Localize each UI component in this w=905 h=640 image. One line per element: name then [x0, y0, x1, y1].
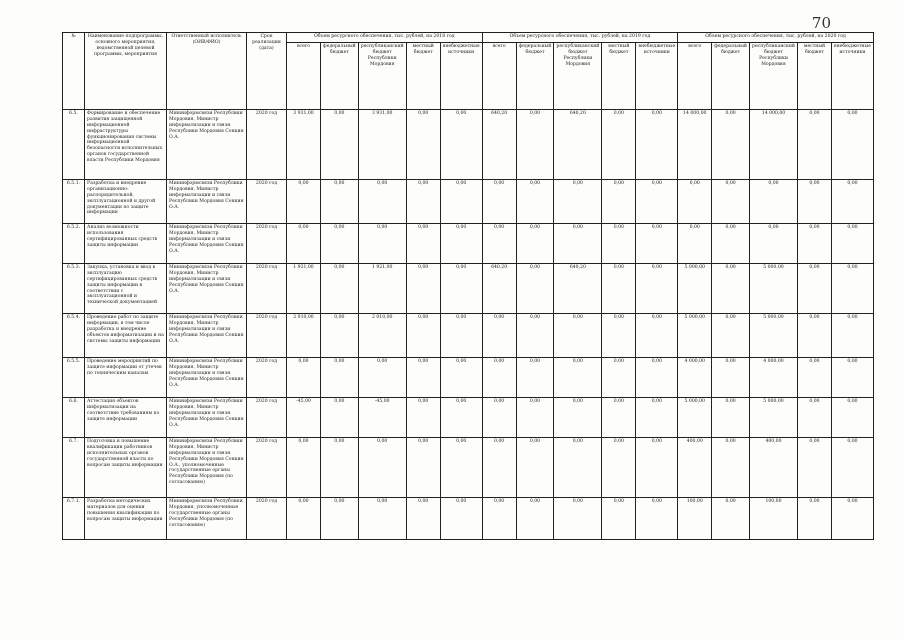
row-term: 2020 год — [247, 314, 287, 358]
value-cell-2019-2: 0,00 — [554, 224, 602, 264]
value-cell-2018-2: 0,00 — [358, 358, 406, 398]
header-sub-other-2019: внебюджетные источники — [636, 43, 678, 110]
row-number: 6.5.4. — [63, 314, 85, 358]
value-cell-2020-3: 0,00 — [797, 224, 831, 264]
row-number: 6.7. — [63, 438, 85, 498]
header-sub-regional-2018: республиканский бюджет Республики Мордовия — [358, 43, 406, 110]
value-cell-2020-3: 0,00 — [797, 180, 831, 224]
value-cell-2018-4: 0,00 — [440, 498, 482, 540]
value-cell-2019-0: 0,00 — [482, 438, 516, 498]
value-cell-2019-3: 0,00 — [602, 110, 636, 180]
value-cell-2020-0: 4 000,00 — [678, 358, 712, 398]
value-cell-2020-0: 0,00 — [678, 224, 712, 264]
value-cell-2018-0: 0,00 — [287, 180, 321, 224]
value-cell-2020-2: 5 000,00 — [750, 314, 798, 358]
row-number: 6.5.3. — [63, 264, 85, 314]
value-cell-2020-4: 0,00 — [831, 438, 873, 498]
header-sub-total-2020: всего — [678, 43, 712, 110]
value-cell-2018-3: 0,00 — [406, 314, 440, 358]
row-term: 2020 год — [247, 110, 287, 180]
value-cell-2019-2: 0,00 — [554, 314, 602, 358]
value-cell-2019-3: 0,00 — [602, 180, 636, 224]
header-sub-federal-2019: федеральный бюджет — [516, 43, 554, 110]
row-responsible: Мининформсвязи Республики Мордовия, Министр информатизации и связи Республики Мордовия Сонкин О.А. — [167, 314, 247, 358]
value-cell-2018-4: 0,00 — [440, 398, 482, 438]
value-cell-2019-3: 0,00 — [602, 314, 636, 358]
value-cell-2019-0: 0,00 — [482, 224, 516, 264]
value-cell-2018-1: 0,00 — [321, 180, 359, 224]
row-responsible: Мининформсвязи Республики Мордовия, Министр информатизации и связи Республики Мордовия Сонкин О.А. — [167, 358, 247, 398]
row-number: 6.6. — [63, 398, 85, 438]
value-cell-2018-2: -45,00 — [358, 398, 406, 438]
value-cell-2020-2: 14 000,00 — [750, 110, 798, 180]
value-cell-2019-4: 0,00 — [636, 264, 678, 314]
header-sub-regional-2019: республиканский бюджет Республики Мордовия — [554, 43, 602, 110]
value-cell-2020-1: 0,00 — [712, 398, 750, 438]
header-group-2020: Объем ресурсного обеспечения, тыс. рублей, на 2020 год — [678, 33, 874, 43]
header-group-2019: Объем ресурсного обеспечения, тыс. рублей, на 2019 год — [482, 33, 678, 43]
value-cell-2019-1: 0,00 — [516, 314, 554, 358]
value-cell-2020-0: 5 000,00 — [678, 314, 712, 358]
value-cell-2020-3: 0,00 — [797, 438, 831, 498]
row-name: Аттестация объектов информатизации на соответствие требованиям по защите информации — [85, 398, 167, 438]
value-cell-2020-4: 0,00 — [831, 498, 873, 540]
header-sub-other-2020: внебюджетные источники — [831, 43, 873, 110]
header-sub-total-2018: всего — [287, 43, 321, 110]
header-sub-local-2020: местный бюджет — [797, 43, 831, 110]
value-cell-2019-0: 0,00 — [482, 180, 516, 224]
value-cell-2020-0: 5 000,00 — [678, 398, 712, 438]
value-cell-2020-4: 0,00 — [831, 264, 873, 314]
value-cell-2018-0: -45,00 — [287, 398, 321, 438]
value-cell-2020-3: 0,00 — [797, 358, 831, 398]
value-cell-2018-1: 0,00 — [321, 264, 359, 314]
value-cell-2019-4: 0,00 — [636, 438, 678, 498]
value-cell-2020-1: 0,00 — [712, 358, 750, 398]
value-cell-2019-0: 0,00 — [482, 398, 516, 438]
table-row — [63, 264, 874, 314]
header-group-2018: Объем ресурсного обеспечения, тыс. рублей, на 2018 год — [287, 33, 483, 43]
header-sub-local-2019: местный бюджет — [602, 43, 636, 110]
value-cell-2018-3: 0,00 — [406, 180, 440, 224]
row-name: Подготовка и повышение квалификации работников исполнительных органов государственной власти по вопросам защиты информации — [85, 438, 167, 498]
value-cell-2020-1: 0,00 — [712, 498, 750, 540]
header-sub-total-2019: всего — [482, 43, 516, 110]
value-cell-2020-1: 0,00 — [712, 180, 750, 224]
header-name: Наименование подпрограммы, основного мероприятия, ведомственной целевой программы, мероприятия — [85, 33, 167, 110]
value-cell-2019-1: 0,00 — [516, 224, 554, 264]
value-cell-2019-4: 0,00 — [636, 180, 678, 224]
row-name: Разработка методических материалов для оценки повышения квалификации по вопросам защиты информации — [85, 498, 167, 540]
value-cell-2019-4: 0,00 — [636, 314, 678, 358]
value-cell-2020-1: 0,00 — [712, 314, 750, 358]
value-cell-2018-0: 3 931,00 — [287, 110, 321, 180]
value-cell-2019-1: 0,00 — [516, 110, 554, 180]
value-cell-2020-0: 14 000,00 — [678, 110, 712, 180]
table-row — [63, 438, 874, 498]
table-row — [63, 110, 874, 180]
row-responsible: Мининформсвязи Республики Мордовия, Министр информатизации и связи Республики Мордовия Сонкин О.А. — [167, 224, 247, 264]
value-cell-2019-1: 0,00 — [516, 498, 554, 540]
value-cell-2018-3: 0,00 — [406, 224, 440, 264]
row-responsible: Мининформсвязи Республики Мордовия, Министр информатизации и связи Республики Мордовия Сонкин О.А. — [167, 398, 247, 438]
value-cell-2018-3: 0,00 — [406, 498, 440, 540]
value-cell-2018-1: 0,00 — [321, 314, 359, 358]
table-row — [63, 180, 874, 224]
row-name: Разработка и внедрение организационно-распорядительной, эксплуатационной и другой документации по защите информации — [85, 180, 167, 224]
value-cell-2019-2: 0,00 — [554, 498, 602, 540]
value-cell-2018-1: 0,00 — [321, 358, 359, 398]
row-number: 6.5.5. — [63, 358, 85, 398]
row-responsible: Мининформсвязи Республики Мордовия, Министр информатизации и связи Республики Мордовия Сонкин О.А. — [167, 180, 247, 224]
header-sub-local-2018: местный бюджет — [406, 43, 440, 110]
value-cell-2019-3: 0,00 — [602, 438, 636, 498]
row-number: 6.5.2. — [63, 224, 85, 264]
row-number: 6.7.1. — [63, 498, 85, 540]
value-cell-2018-4: 0,00 — [440, 180, 482, 224]
value-cell-2019-2: 640,20 — [554, 110, 602, 180]
value-cell-2019-1: 0,00 — [516, 438, 554, 498]
value-cell-2018-3: 0,00 — [406, 264, 440, 314]
value-cell-2018-1: 0,00 — [321, 398, 359, 438]
value-cell-2019-1: 0,00 — [516, 398, 554, 438]
value-cell-2018-2: 0,00 — [358, 438, 406, 498]
value-cell-2019-4: 0,00 — [636, 358, 678, 398]
value-cell-2019-2: 0,00 — [554, 180, 602, 224]
row-term: 2020 год — [247, 498, 287, 540]
value-cell-2018-4: 0,00 — [440, 110, 482, 180]
value-cell-2019-0: 640,20 — [482, 264, 516, 314]
page-number: 70 — [811, 14, 831, 32]
row-responsible: Мининформсвязи Республики Мордовия, Министр информатизации и связи Республики Мордовия Сонкин О.А. — [167, 110, 247, 180]
table-row — [63, 358, 874, 398]
row-term: 2020 год — [247, 398, 287, 438]
header-sub-federal-2018: федеральный бюджет — [321, 43, 359, 110]
value-cell-2019-4: 0,00 — [636, 398, 678, 438]
row-term: 2020 год — [247, 180, 287, 224]
value-cell-2020-1: 0,00 — [712, 438, 750, 498]
value-cell-2020-0: 100,00 — [678, 498, 712, 540]
value-cell-2019-4: 0,00 — [636, 110, 678, 180]
value-cell-2018-4: 0,00 — [440, 314, 482, 358]
value-cell-2018-0: 0,00 — [287, 498, 321, 540]
value-cell-2020-2: 100,00 — [750, 498, 798, 540]
value-cell-2018-1: 0,00 — [321, 438, 359, 498]
value-cell-2018-0: 0,00 — [287, 224, 321, 264]
value-cell-2019-3: 0,00 — [602, 224, 636, 264]
value-cell-2019-4: 0,00 — [636, 224, 678, 264]
value-cell-2019-2: 640,20 — [554, 264, 602, 314]
value-cell-2019-3: 0,00 — [602, 358, 636, 398]
value-cell-2018-2: 0,00 — [358, 498, 406, 540]
value-cell-2019-1: 0,00 — [516, 180, 554, 224]
value-cell-2019-3: 0,00 — [602, 498, 636, 540]
table-row — [63, 398, 874, 438]
row-term: 2020 год — [247, 264, 287, 314]
value-cell-2020-3: 0,00 — [797, 498, 831, 540]
row-number: 6.5.1. — [63, 180, 85, 224]
value-cell-2020-1: 0,00 — [712, 110, 750, 180]
budget-table — [62, 32, 874, 540]
value-cell-2018-2: 3 931,00 — [358, 110, 406, 180]
value-cell-2020-0: 5 000,00 — [678, 264, 712, 314]
table-row — [63, 498, 874, 540]
row-responsible: Мининформсвязи Республики Мордовия, уполномоченные государственные органы Республики Мордовия (по согласованию) — [167, 498, 247, 540]
value-cell-2020-2: 5 000,00 — [750, 398, 798, 438]
table-row — [63, 314, 874, 358]
row-responsible: Мининформсвязи Республики Мордовия, Министр информатизации и связи Республики Мордовия Сонкин О.А. — [167, 264, 247, 314]
value-cell-2020-3: 0,00 — [797, 314, 831, 358]
value-cell-2020-1: 0,00 — [712, 264, 750, 314]
value-cell-2019-3: 0,00 — [602, 398, 636, 438]
row-name: Проведение работ по защите информации, в том числе разработка и внедрение объектов информатизации и на системы защиты информации — [85, 314, 167, 358]
value-cell-2018-4: 0,00 — [440, 264, 482, 314]
row-name: Анализ возможности использования сертифицированных средств защиты информации — [85, 224, 167, 264]
header-row-groups — [63, 33, 874, 43]
value-cell-2018-2: 1 921,00 — [358, 264, 406, 314]
value-cell-2020-3: 0,00 — [797, 398, 831, 438]
value-cell-2019-0: 0,00 — [482, 358, 516, 398]
value-cell-2020-2: 0,00 — [750, 180, 798, 224]
value-cell-2020-2: 5 000,00 — [750, 264, 798, 314]
value-cell-2020-2: 400,00 — [750, 438, 798, 498]
value-cell-2018-0: 0,00 — [287, 358, 321, 398]
value-cell-2018-4: 0,00 — [440, 358, 482, 398]
value-cell-2020-1: 0,00 — [712, 224, 750, 264]
row-term: 2020 год — [247, 224, 287, 264]
value-cell-2020-0: 0,00 — [678, 180, 712, 224]
value-cell-2018-4: 0,00 — [440, 224, 482, 264]
value-cell-2018-0: 0,00 — [287, 438, 321, 498]
value-cell-2018-2: 2 010,00 — [358, 314, 406, 358]
value-cell-2019-4: 0,00 — [636, 498, 678, 540]
row-responsible: Мининформсвязи Республики Мордовия, Министр информатизации и связи Республики Мордовия Сонкин О.А., уполномоченные государственные органы Республики Мордовия (по согласованию) — [167, 438, 247, 498]
header-sub-other-2018: внебюджетные источники — [440, 43, 482, 110]
value-cell-2018-3: 0,00 — [406, 358, 440, 398]
value-cell-2019-2: 0,00 — [554, 398, 602, 438]
value-cell-2018-0: 1 921,00 — [287, 264, 321, 314]
value-cell-2020-3: 0,00 — [797, 264, 831, 314]
row-name: Проведение мероприятий по защите информации от утечек по техническим каналам — [85, 358, 167, 398]
row-name: Закупка, установка и ввод в эксплуатацию сертифицированных средств защиты информации в соответствии с эксплуатационной и технической документацией — [85, 264, 167, 314]
table-row — [63, 224, 874, 264]
value-cell-2020-2: 4 000,00 — [750, 358, 798, 398]
value-cell-2020-4: 0,00 — [831, 398, 873, 438]
value-cell-2020-0: 400,00 — [678, 438, 712, 498]
value-cell-2018-3: 0,00 — [406, 438, 440, 498]
value-cell-2019-3: 0,00 — [602, 264, 636, 314]
value-cell-2018-3: 0,00 — [406, 398, 440, 438]
value-cell-2020-4: 0,00 — [831, 180, 873, 224]
value-cell-2018-1: 0,00 — [321, 224, 359, 264]
value-cell-2018-1: 0,00 — [321, 110, 359, 180]
row-term: 2020 год — [247, 358, 287, 398]
value-cell-2020-4: 0,00 — [831, 314, 873, 358]
value-cell-2020-2: 0,00 — [750, 224, 798, 264]
value-cell-2019-1: 0,00 — [516, 264, 554, 314]
header-sub-regional-2020: республиканский бюджет Республики Мордовия — [750, 43, 798, 110]
value-cell-2019-2: 0,00 — [554, 358, 602, 398]
value-cell-2018-2: 0,00 — [358, 224, 406, 264]
header-no: № — [63, 33, 85, 110]
header-term: Срок реализации (дата) — [247, 33, 287, 110]
header-sub-federal-2020: федеральный бюджет — [712, 43, 750, 110]
row-number: 6.5. — [63, 110, 85, 180]
value-cell-2019-1: 0,00 — [516, 358, 554, 398]
table-body — [63, 110, 874, 540]
value-cell-2019-0: 640,20 — [482, 110, 516, 180]
value-cell-2018-3: 0,00 — [406, 110, 440, 180]
value-cell-2020-3: 0,00 — [797, 110, 831, 180]
value-cell-2018-1: 0,00 — [321, 498, 359, 540]
value-cell-2018-4: 0,00 — [440, 438, 482, 498]
value-cell-2020-4: 0,00 — [831, 224, 873, 264]
value-cell-2019-0: 0,00 — [482, 498, 516, 540]
value-cell-2019-2: 0,00 — [554, 438, 602, 498]
row-name: Формирование и обеспечение развития защищенной информационной инфраструктуры функционирования системы информационной безопасности исполнительных органов государственной власти Республики Мордовия — [85, 110, 167, 180]
value-cell-2018-2: 0,00 — [358, 180, 406, 224]
value-cell-2018-0: 2 010,00 — [287, 314, 321, 358]
value-cell-2020-4: 0,00 — [831, 358, 873, 398]
header-responsible: Ответственный исполнитель (ОИВ/ФИО) — [167, 33, 247, 110]
value-cell-2020-4: 0,00 — [831, 110, 873, 180]
value-cell-2019-0: 0,00 — [482, 314, 516, 358]
row-term: 2020 год — [247, 438, 287, 498]
